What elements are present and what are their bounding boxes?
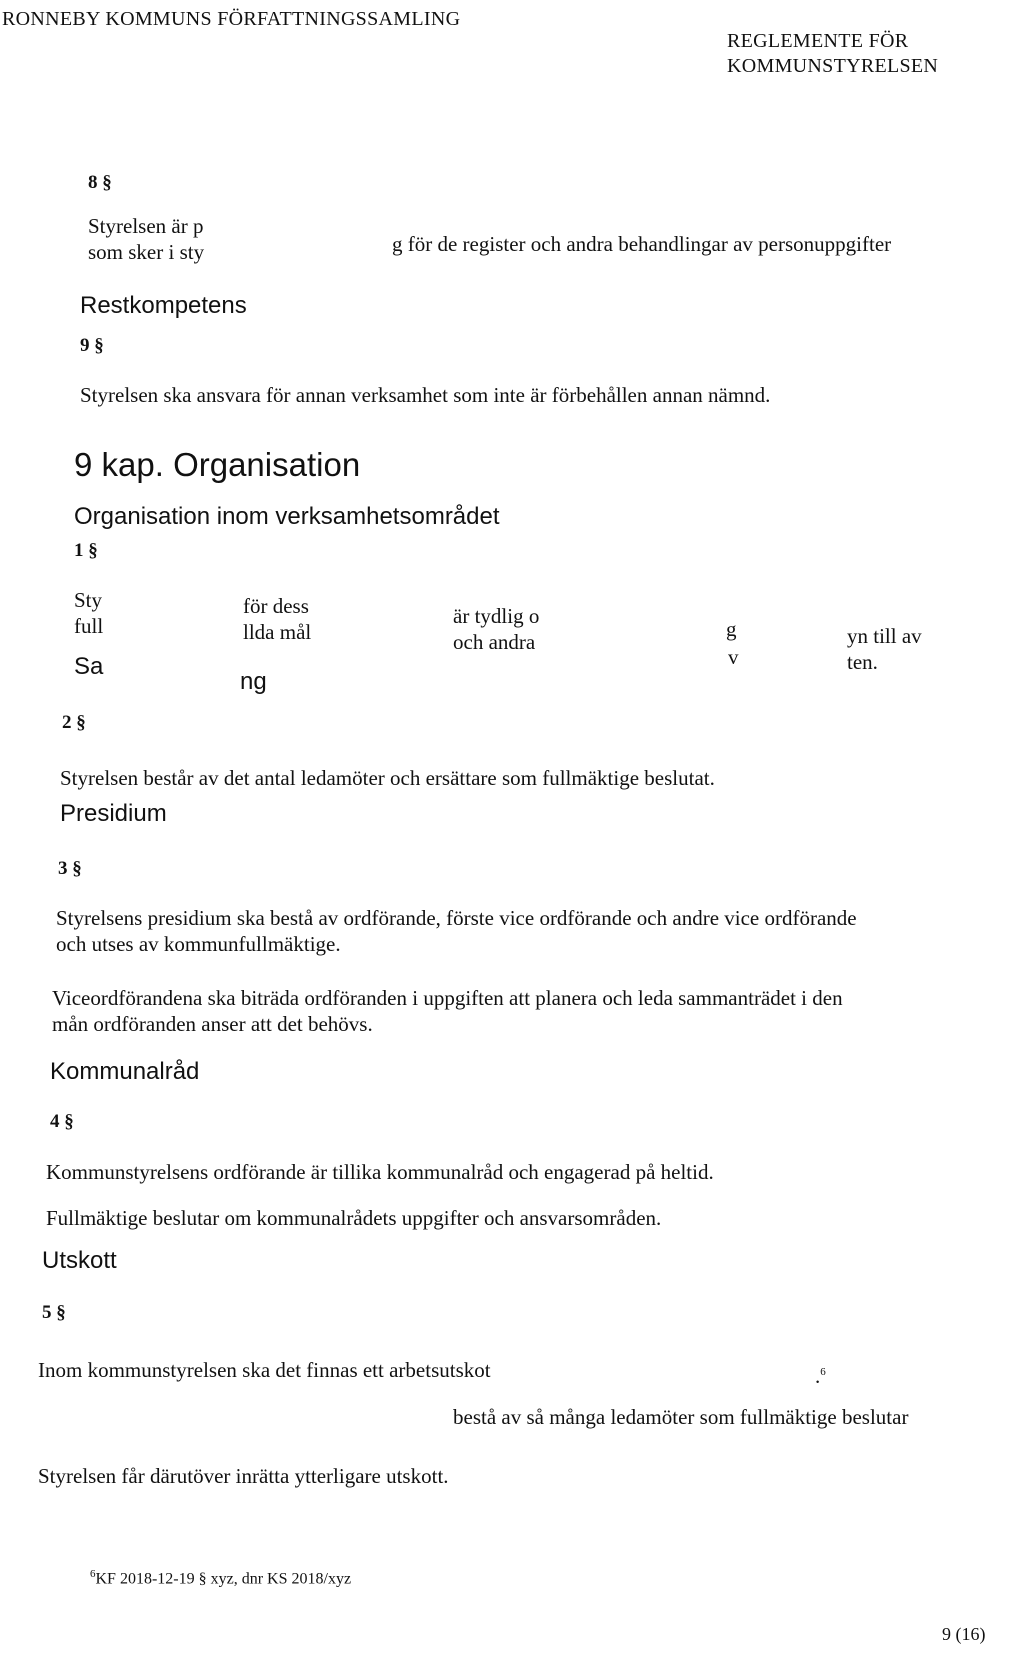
chapter-title: 9 kap. Organisation xyxy=(74,446,361,483)
s1-fragment-sa: Sa xyxy=(74,653,104,680)
paragraph-number-2: 2 § xyxy=(62,712,86,733)
s8-line2: som sker i sty xyxy=(88,240,205,264)
chapter-subtitle: Organisation inom verksamhetsområdet xyxy=(74,503,500,530)
presidium-p2-line1: Viceordförandena ska biträda ordföranden i uppgiften att planera och leda sammanträdet i den xyxy=(52,986,843,1010)
section-heading-utskott: Utskott xyxy=(42,1247,117,1274)
section-heading-restkompetens: Restkompetens xyxy=(80,292,247,319)
s8-line1-fragment-a: Styrelsen är p xyxy=(88,214,204,238)
s2-text: Styrelsen består av det antal ledamöter och ersättare som fullmäktige beslutat. xyxy=(60,766,715,790)
s1-fragment-c1: är tydlig o xyxy=(453,604,540,628)
paragraph-number-5: 5 § xyxy=(42,1302,66,1323)
header-left: RONNEBY KOMMUNS FÖRFATTNINGSSAMLING xyxy=(2,8,461,30)
presidium-p1-line2: och utses av kommunfullmäktige. xyxy=(56,932,341,956)
s1-fragment-ng: ng xyxy=(240,668,267,695)
footnote xyxy=(90,1568,351,1588)
header-right-line1: REGLEMENTE FÖR xyxy=(727,30,909,52)
utskott-line2: bestå av så många ledamöter som fullmäktige beslutar xyxy=(453,1405,909,1429)
paragraph-number-8: 8 § xyxy=(88,172,112,193)
s1-fragment-b1: för dess xyxy=(243,594,309,618)
header-right-line2: KOMMUNSTYRELSEN xyxy=(727,55,939,77)
s1-fragment-b2: llda mål xyxy=(243,620,312,644)
kommunalrad-line2: Fullmäktige beslutar om kommunalrådets uppgifter och ansvarsområden. xyxy=(46,1206,662,1230)
page-number: 9 (16) xyxy=(942,1624,986,1644)
s8-line1-fragment-b: g för de register och andra behandlingar av personuppgifter xyxy=(392,232,892,256)
s1-fragment-a2: full xyxy=(74,614,104,638)
paragraph-number-9: 9 § xyxy=(80,335,104,356)
utskott-line1: Inom kommunstyrelsen ska det finnas ett arbetsutskot xyxy=(38,1358,491,1382)
kommunalrad-line1: Kommunstyrelsens ordförande är tillika kommunalråd och engagerad på heltid. xyxy=(46,1160,714,1184)
footnote-text: KF 2018-12-19 § xyz, dnr KS 2018/xyz xyxy=(95,1570,352,1588)
paragraph-number-3: 3 § xyxy=(58,858,82,879)
footnote-ref-6: 6 xyxy=(820,1366,826,1378)
presidium-p2-line2: mån ordföranden anser att det behövs. xyxy=(52,1012,373,1036)
paragraph-number-1: 1 § xyxy=(74,540,98,561)
restkompetens-text: Styrelsen ska ansvara för annan verksamhet som inte är förbehållen annan nämnd. xyxy=(80,383,771,407)
footnote-number: 6 xyxy=(90,1568,96,1580)
s1-fragment-d2: v xyxy=(728,645,739,669)
presidium-p1-line1: Styrelsens presidium ska bestå av ordförande, förste vice ordförande och andre vice ordförande xyxy=(56,906,857,930)
section-heading-kommunalrad: Kommunalråd xyxy=(50,1058,200,1085)
s1-fragment-c2: och andra xyxy=(453,630,536,654)
utskott-footnote-ref xyxy=(815,1364,826,1389)
utskott-mark: . xyxy=(815,1364,821,1388)
s1-fragment-a1: Sty xyxy=(74,588,103,612)
s1-fragment-e1: yn till av xyxy=(847,624,922,648)
section-heading-presidium: Presidium xyxy=(60,800,167,827)
s1-fragment-e2: ten. xyxy=(847,650,878,674)
utskott-line3: Styrelsen får därutöver inrätta ytterligare utskott. xyxy=(38,1464,449,1488)
s1-fragment-d1: g xyxy=(726,617,737,641)
paragraph-number-4: 4 § xyxy=(50,1111,74,1132)
